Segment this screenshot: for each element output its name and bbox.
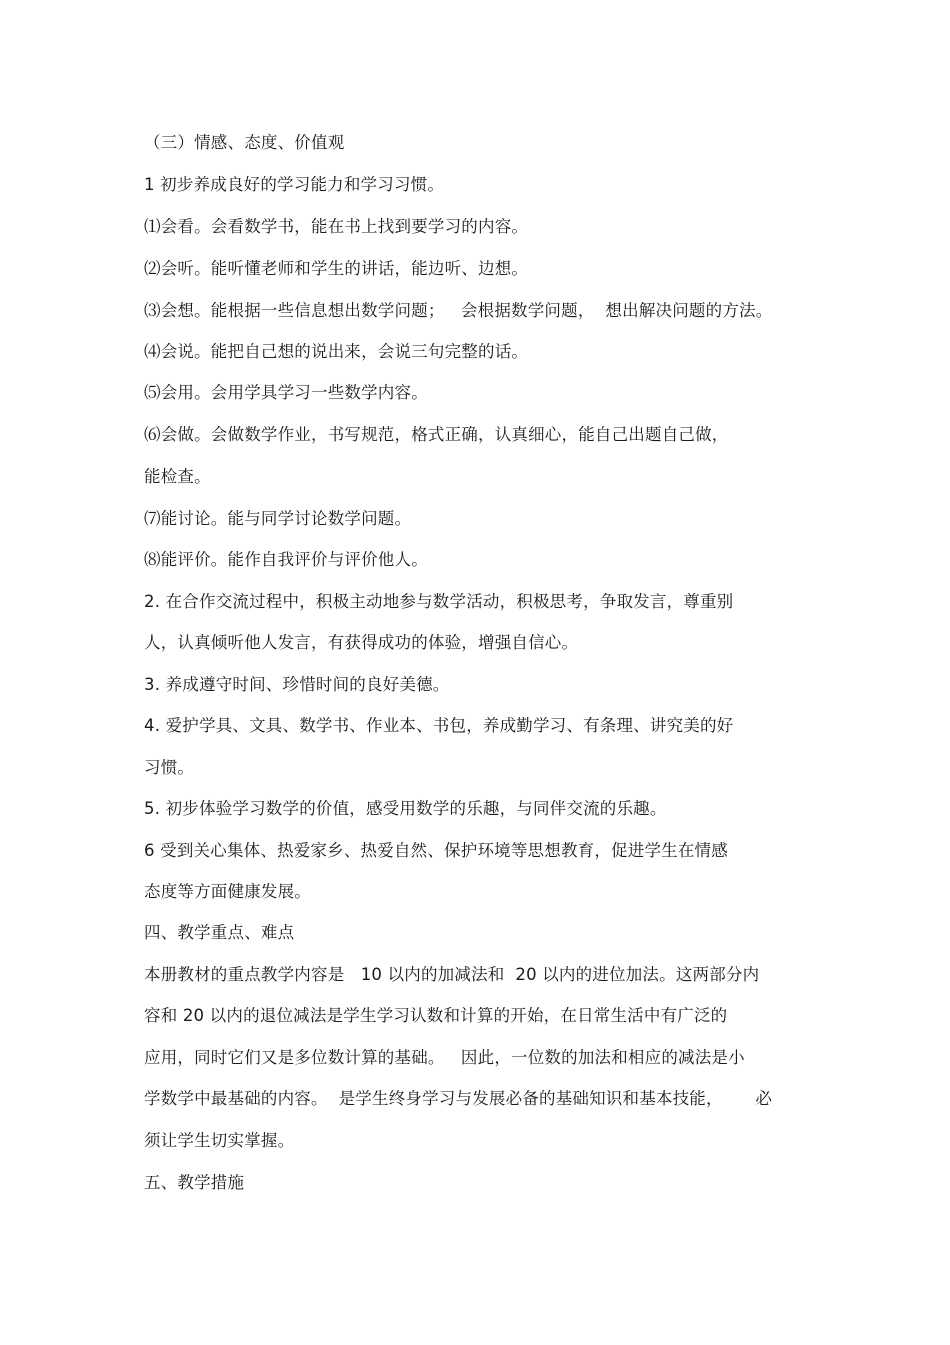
text-line: 学数学中最基础的内容。 是学生终身学习与发展必备的基础知识和基本技能， 必 xyxy=(144,1089,773,1108)
text-line: 4. 爱护学具、文具、数学书、作业本、书包，养成勤学习、有条理、讲究美的好 xyxy=(144,716,734,735)
text-line: 须让学生切实掌握。 xyxy=(144,1131,295,1150)
text-line: 容和 20 以内的退位减法是学生学习认数和计算的开始，在日常生活中有广泛的 xyxy=(144,1006,728,1025)
text-line: 1 初步养成良好的学习能力和学习习惯。 xyxy=(144,175,445,194)
section-heading: （三）情感、态度、价值观 xyxy=(144,133,345,152)
text-line: ⑶会想。能根据一些信息想出数学问题； 会根据数学问题， 想出解决问题的方法。 xyxy=(144,301,773,320)
text-line: 能检查。 xyxy=(144,467,211,486)
text-line: 6 受到关心集体、热爱家乡、热爱自然、保护环境等思想教育，促进学生在情感 xyxy=(144,841,728,860)
text-line: 习惯。 xyxy=(144,758,195,777)
text-line: 应用，同时它们又是多位数计算的基础。 因此，一位数的加法和相应的减法是小 xyxy=(144,1048,745,1067)
text-line: 3. 养成遵守时间、珍惜时间的良好美德。 xyxy=(144,675,450,694)
text-line: ⑵会听。能听懂老师和学生的讲话，能边听、边想。 xyxy=(144,259,529,278)
text-line: 5. 初步体验学习数学的价值，感受用数学的乐趣，与同伴交流的乐趣。 xyxy=(144,799,667,818)
text-line: 本册教材的重点教学内容是 10 以内的加减法和 20 以内的进位加法。这两部分内 xyxy=(144,965,760,984)
text-line: 2. 在合作交流过程中，积极主动地参与数学活动，积极思考，争取发言，尊重别 xyxy=(144,592,734,611)
text-line: ⑸会用。会用学具学习一些数学内容。 xyxy=(144,383,428,402)
text-line: 人，认真倾听他人发言，有获得成功的体验，增强自信心。 xyxy=(144,633,579,652)
text-line: ⑷会说。能把自己想的说出来，会说三句完整的话。 xyxy=(144,342,529,361)
text-line: ⑹会做。会做数学作业，书写规范，格式正确，认真细心，能自己出题自己做， xyxy=(144,425,729,444)
text-line: 态度等方面健康发展。 xyxy=(144,882,311,901)
section-heading: 四、教学重点、难点 xyxy=(144,923,295,942)
text-line: ⑺能讨论。能与同学讨论数学问题。 xyxy=(144,509,412,528)
text-line: ⑴会看。会看数学书，能在书上找到要学习的内容。 xyxy=(144,217,529,236)
text-line: ⑻能评价。能作自我评价与评价他人。 xyxy=(144,550,428,569)
section-heading: 五、教学措施 xyxy=(144,1173,245,1192)
